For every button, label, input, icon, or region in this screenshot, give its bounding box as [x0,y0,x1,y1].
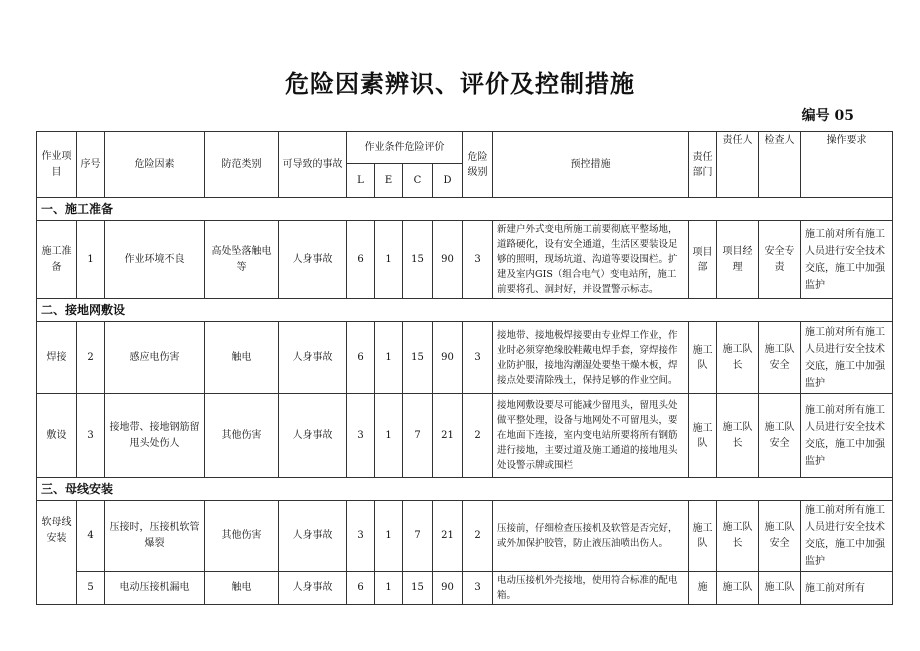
hazard-table [36,131,893,605]
section-title: 二、接地网敷设 [37,299,893,322]
page-title: 危险因素辨识、评价及控制措施 [285,69,635,98]
value-E: 1 [375,394,403,478]
value-D: 90 [433,322,463,394]
header-resp-person: 责任人 [717,132,759,198]
inspector: 施工队 [759,572,801,605]
resp-person: 施工队长 [717,501,759,572]
work-item: 软母线安装 [37,501,77,605]
header-work-item: 作业项目 [37,132,77,198]
resp-dept: 施 [689,572,717,605]
resp-dept: 项目部 [689,221,717,299]
document-number: 编号 05 [801,108,854,124]
value-D: 21 [433,501,463,572]
seq: 1 [77,221,105,299]
header-possible-accident: 可导致的事故 [279,132,347,198]
table-row [37,572,893,605]
possible-accident: 人身事故 [279,322,347,394]
seq: 3 [77,394,105,478]
control-measures: 接地网敷设要尽可能减少留甩头，留甩头处做平整处理，设备与地网处不可留甩头，要在地面下连接，室内变电站所要将所有钢筋进行接地，主要过道及施工通道的接地甩头处设警示牌或围栏 [493,394,689,478]
header-requirements: 操作要求 [801,132,893,198]
risk-level: 2 [463,394,493,478]
header-resp-dept: 责任部门 [689,132,717,198]
value-C: 15 [403,221,433,299]
header-measures: 预控措施 [493,132,689,198]
hazard: 压接时，压接机软管爆裂 [105,501,205,572]
value-D: 90 [433,221,463,299]
hazard: 作业环境不良 [105,221,205,299]
inspector: 施工队安全 [759,322,801,394]
value-C: 7 [403,501,433,572]
seq: 2 [77,322,105,394]
header-seq: 序号 [77,132,105,198]
resp-dept: 施工队 [689,322,717,394]
header-D: D [433,164,463,198]
header-eval-group: 作业条件危险评价 [347,132,463,164]
value-L: 6 [347,221,375,299]
table-row [37,394,893,478]
resp-dept: 施工队 [689,501,717,572]
header-L: L [347,164,375,198]
value-L: 6 [347,572,375,605]
risk-level: 3 [463,221,493,299]
requirements: 施工前对所有 [801,572,893,605]
seq: 5 [77,572,105,605]
value-C: 15 [403,322,433,394]
prevention-type: 高处坠落触电等 [205,221,279,299]
prevention-type: 其他伤害 [205,394,279,478]
requirements: 施工前对所有施工人员进行安全技术交底，施工中加强监护 [801,221,893,299]
header-C: C [403,164,433,198]
resp-person: 施工队 [717,572,759,605]
value-L: 3 [347,501,375,572]
risk-level: 3 [463,572,493,605]
seq: 4 [77,501,105,572]
table-row [37,322,893,394]
control-measures: 新建户外式变电所施工前要彻底平整场地，道路硬化，设有安全通道，生活区要装设足够的照明，现场坑道、沟道等要设围栏。扩建及室内GIS（组合电气）变电站所，施工前要将孔、洞封好，并设置警示标志。 [493,221,689,299]
resp-dept: 施工队 [689,394,717,478]
value-L: 3 [347,394,375,478]
prevention-type: 触电 [205,322,279,394]
work-item: 焊接 [37,322,77,394]
control-measures: 电动压接机外壳接地，使用符合标准的配电箱。 [493,572,689,605]
work-item: 敷设 [37,394,77,478]
header-E: E [375,164,403,198]
control-measures: 接地带、接地极焊接要由专业焊工作业，作业时必须穿绝缘胶鞋戴电焊手套，穿焊接作业防护服，接地沟潮湿处要垫干燥木板，焊接点处要清除残土，保持足够的作业空间。 [493,322,689,394]
resp-person: 施工队长 [717,322,759,394]
header-prevention-type: 防范类别 [205,132,279,198]
section-title: 一、施工准备 [37,198,893,221]
hazard: 接地带、接地钢筋留甩头处伤人 [105,394,205,478]
hazard: 电动压接机漏电 [105,572,205,605]
value-D: 21 [433,394,463,478]
inspector: 施工队安全 [759,501,801,572]
possible-accident: 人身事故 [279,394,347,478]
header-hazard: 危险因素 [105,132,205,198]
value-D: 90 [433,572,463,605]
header-risk-level: 危险级别 [463,132,493,198]
requirements: 施工前对所有施工人员进行安全技术交底，施工中加强监护 [801,322,893,394]
hazard: 感应电伤害 [105,322,205,394]
possible-accident: 人身事故 [279,572,347,605]
prevention-type: 触电 [205,572,279,605]
requirements: 施工前对所有施工人员进行安全技术交底，施工中加强监护 [801,501,893,572]
resp-person: 项目经理 [717,221,759,299]
value-E: 1 [375,572,403,605]
prevention-type: 其他伤害 [205,501,279,572]
value-E: 1 [375,322,403,394]
value-E: 1 [375,501,403,572]
table-row [37,221,893,299]
requirements: 施工前对所有施工人员进行安全技术交底，施工中加强监护 [801,394,893,478]
value-L: 6 [347,322,375,394]
value-C: 7 [403,394,433,478]
value-C: 15 [403,572,433,605]
control-measures: 压接前，仔细检查压接机及软管是否完好，或外加保护胶管，防止液压油喷出伤人。 [493,501,689,572]
inspector: 施工队安全 [759,394,801,478]
risk-level: 2 [463,501,493,572]
work-item: 施工准备 [37,221,77,299]
header-inspector: 检查人 [759,132,801,198]
risk-level: 3 [463,322,493,394]
possible-accident: 人身事故 [279,501,347,572]
value-E: 1 [375,221,403,299]
resp-person: 施工队长 [717,394,759,478]
inspector: 安全专责 [759,221,801,299]
possible-accident: 人身事故 [279,221,347,299]
section-title: 三、母线安装 [37,478,893,501]
table-row [37,501,893,572]
